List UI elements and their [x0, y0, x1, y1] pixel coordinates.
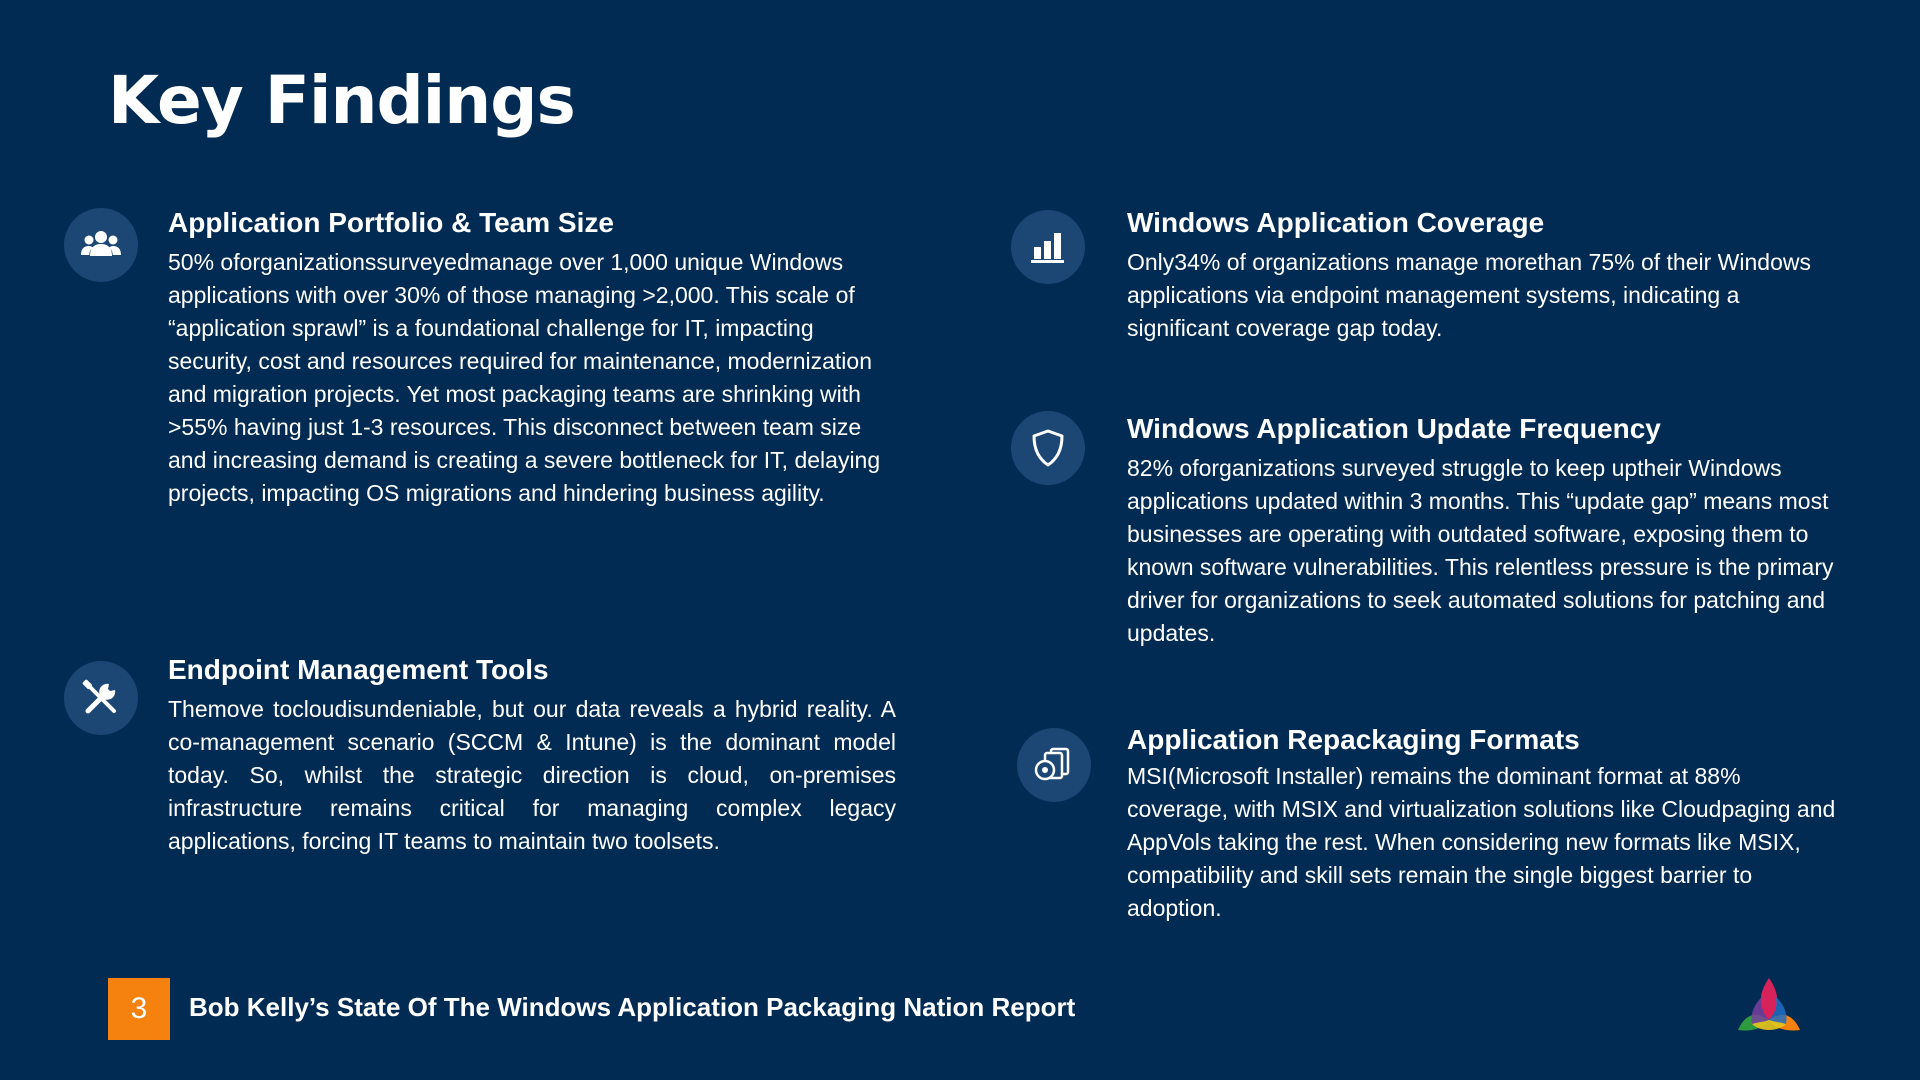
- finding-body: Only34% of organizations manage morethan 75% of their Windows applications via endpoint management systems, indicating a significant coverage gap today.: [1127, 249, 1811, 341]
- finding-title: Windows Application Coverage: [1127, 207, 1545, 238]
- finding-body: 50% oforganizationssurveyedmanage over 1,000 unique Windows applications with over 30% of those managing >2,000. This scale of “application sprawl” is a foundational challenge for IT, impacting security, cost and resources required for maintenance, modernization and migration projects. Yet most packaging teams are shrinking with >55% having just 1-3 resources. This disconnect between team size and increasing demand is creating a severe bottleneck for IT, delaying projects, impacting OS migrations and hindering business agility.: [168, 249, 881, 506]
- finding-title: Endpoint Management Tools: [168, 654, 549, 685]
- finding-body: 82% oforganizations surveyed struggle to keep uptheir Windows applications updated within 3 months. This “update gap” means most businesses are operating with outdated software, exposing them to known software vulnerabilities. This relentless pressure is the primary driver for organizations to seek automated solutions for patching and updates.: [1127, 455, 1834, 646]
- disc-package-icon: [1017, 728, 1091, 802]
- page-title: Key Findings: [108, 62, 575, 139]
- finding-body: MSI(Microsoft Installer) remains the dominant format at 88% coverage, with MSIX and virtualization solutions like Cloudpaging and AppVols taking the rest. When considering new formats like MSIX, compatibility and skill sets remain the single biggest barrier to adoption.: [1127, 763, 1836, 921]
- finding-title: Application Repackaging Formats: [1127, 724, 1580, 755]
- page-number-badge: 3: [108, 978, 170, 1040]
- bar-chart-icon: [1011, 210, 1085, 284]
- report-title: Bob Kelly’s State Of The Windows Application Packaging Nation Report: [189, 992, 1076, 1022]
- tools-icon: [64, 661, 138, 735]
- finding-title: Windows Application Update Frequency: [1127, 413, 1661, 444]
- triangle-petal-logo: [1736, 976, 1802, 1034]
- finding-title: Application Portfolio & Team Size: [168, 207, 614, 238]
- finding-body: Themove tocloudisundeniable, but our data reveals a hybrid reality. A co-management scenario (SCCM & Intune) is the dominant model today. So, whilst the strategic direction is cloud, on-premises infrastructure remains critical for managing complex legacy applications, forcing IT teams to maintain two toolsets.: [168, 696, 896, 854]
- people-group-icon: [64, 208, 138, 282]
- shield-icon: [1011, 411, 1085, 485]
